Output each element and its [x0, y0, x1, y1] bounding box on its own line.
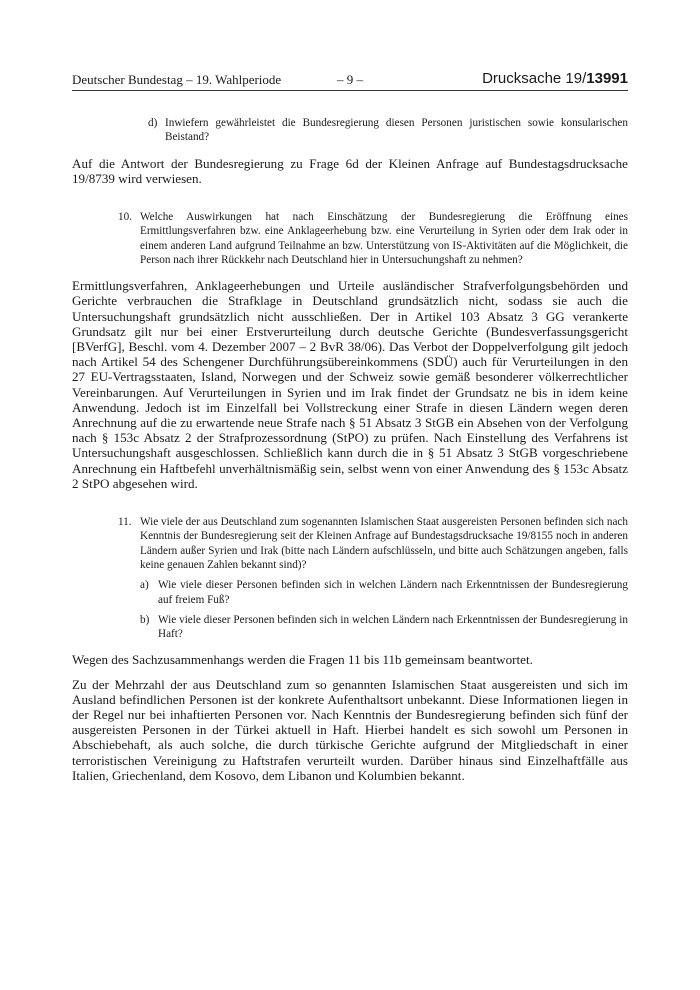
- answer-6d: Auf die Antwort der Bundesregierung zu Frage 6d der Kleinen Anfrage auf Bundestagsdrucksache 19/8739 wird verwiesen.: [72, 155, 628, 186]
- page-header: [72, 72, 628, 91]
- question-6d: [148, 116, 628, 145]
- page-number: – 9 –: [337, 72, 363, 87]
- question-11-body: [140, 515, 628, 641]
- question-11: [118, 515, 628, 641]
- page-body: [72, 116, 628, 783]
- question-6d-text: Inwiefern gewährleistet die Bundesregierung diesen Personen juristischen sowie konsularischen Beistand?: [165, 117, 628, 144]
- document-number: [482, 70, 628, 87]
- question-6d-label: d): [148, 117, 158, 129]
- question-11b-text: Wie viele dieser Personen befinden sich in welchen Ländern nach Erkenntnissen der Bundesregierung in Haft?: [158, 613, 628, 641]
- header-parliament-term: Deutscher Bundestag – 19. Wahlperiode: [72, 72, 282, 87]
- question-11-text: Wie viele der aus Deutschland zum sogenannten Islamischen Staat ausgereisten Personen befinden sich nach Kenntnis der Bundesregierung seit der Kleinen Anfrage auf Bundestagsdrucksache 19/8155 noch in anderen Ländern außer Syrien und Irak (bitte nach Ländern aufschlüsseln, und bitte auch Schätzungen angeben, falls keine genauen Zahlen bekannt sind)?: [140, 516, 628, 571]
- answer-11-intro: Wegen des Sachzusammenhangs werden die Fragen 11 bis 11b gemeinsam beantwortet.: [72, 652, 533, 668]
- document-number-value: 13991: [586, 70, 628, 87]
- document-number-prefix: Drucksache 19/: [482, 70, 587, 87]
- answer-11: Zu der Mehrzahl der aus Deutschland zum so genannten Islamischen Staat ausgereisten und sich im Ausland befindlichen Personen ist der konkrete Aufenthaltsort unbekannt. Diese Informationen liegen in der Regel nur bei inhaftierten Personen vor. Nach Kenntnis der Bundesregierung befinden sich fünf der ausgereisten Personen in der Türkei aktuell in Haft. Hierbei handelt es sich sowohl um Personen in Abschiebehaft, als auch solche, die durch türkische Gerichte aufgrund der Mitgliedschaft in einer terroristischen Vereinigung zu Haftstrafen verurteilt wurden. Darüber hinaus sind Einzelhaftfälle aus Italien, Griechenland, dem Kosovo, dem Libanon und Kolumbien bekannt.: [72, 676, 628, 783]
- question-11a-label: a): [140, 579, 149, 592]
- question-10-text: Welche Auswirkungen hat nach Einschätzung der Bundesregierung die Eröffnung eines Ermittlungsverfahren bzw. eine Anklageerhebung bzw. eine Verurteilung in Syrien oder dem Irak oder in einem anderen Land aufgrund Teilnahme an bzw. Unterstützung von IS-Aktivitäten auf die Möglichkeit, die Person nach ihrer Rückkehr nach Deutschland hier in Untersuchungshaft zu nehmen?: [140, 211, 628, 266]
- answer-10: Ermittlungsverfahren, Anklageerhebungen und Urteile ausländischer Strafverfolgungsbehörden und Gerichte verbrauchen die Strafklage in Deutschland grundsätzlich nicht, sodass sie auch die Untersuchungshaft grundsätzlich nicht ausschließen. Der in Artikel 103 Absatz 3 GG verankerte Grundsatz gilt nur bei einer Erstverurteilung durch deutsche Gerichte (Bundesverfassungsgericht [BVerfG], Beschl. vom 4. Dezember 2007 – 2 BvR 38/06). Das Verbot der Doppelverfolgung gilt jedoch nach Artikel 54 des Schengener Durchführungsübereinkommens (SDÜ) auch für Verurteilungen in den 27 EU-Vertragsstaaten, Island, Norwegen und der Schweiz sowie gemäß besonderer völkerrechtlicher Vereinbarungen. Auf Verurteilungen in Syrien und im Irak findet der Grundsatz ne bis in idem keine Anwendung. Jedoch ist im Einzelfall bei Vollstreckung einer Strafe in diesen Ländern wegen deren Anrechnung auf die zu erwartende neue Strafe nach § 51 Absatz 3 StGB ein Absehen von der Verfolgung nach § 153c Absatz 2 der Strafprozessordnung (StPO) zu prüfen. Nach Einstellung des Verfahrens ist Untersuchungshaft ausgeschlossen. Schließlich kann durch die in § 51 Absatz 3 StGB vorgeschriebene Anrechnung ein Haftbefehl unverhältnismäßig sein, selbst wenn von einer Anwendung des § 153c Absatz 2 StPO abgesehen wird.: [72, 278, 628, 491]
- question-11a: [140, 578, 628, 607]
- question-11a-text: Wie viele dieser Personen befinden sich in welchen Ländern nach Erkenntnissen der Bundesregierung auf freiem Fuß?: [158, 579, 628, 606]
- question-11b-label: b): [140, 613, 150, 626]
- question-11-number: 11.: [118, 516, 132, 529]
- question-10: [118, 210, 628, 267]
- question-11b: [140, 613, 628, 642]
- question-10-number: 10.: [118, 211, 132, 223]
